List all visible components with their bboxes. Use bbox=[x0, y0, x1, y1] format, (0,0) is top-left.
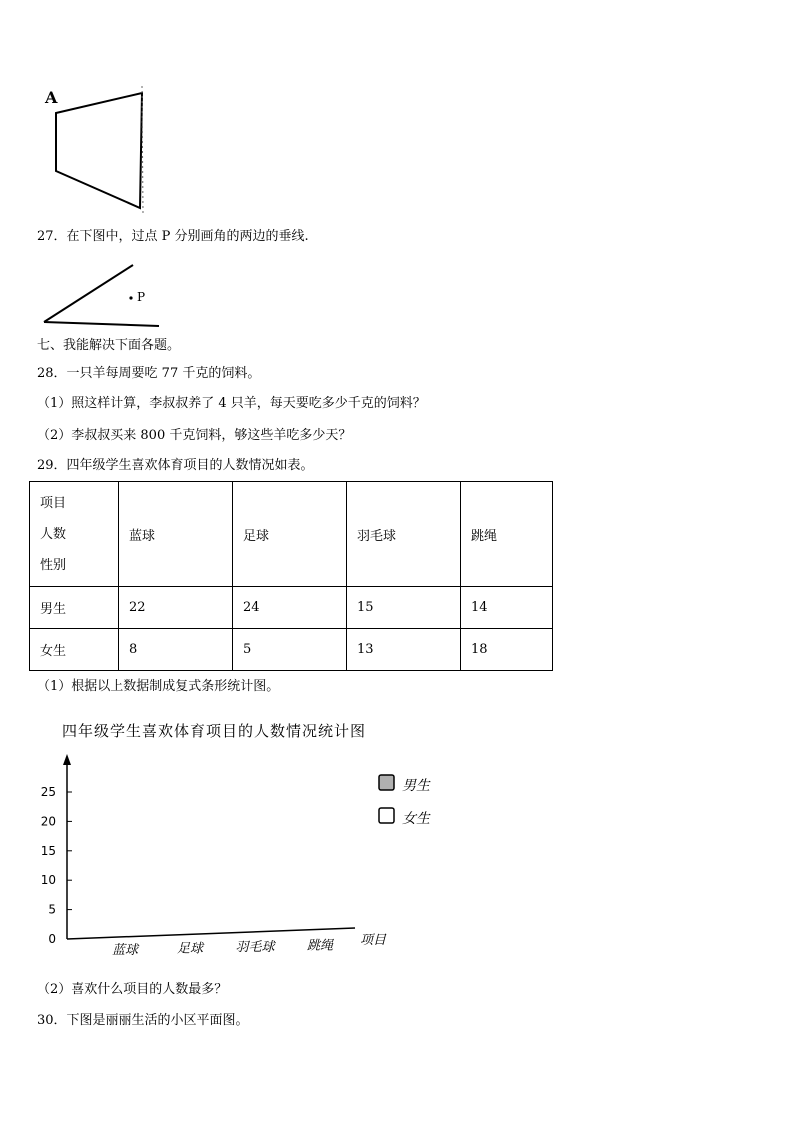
y-axis-arrow bbox=[63, 754, 71, 765]
legend-label-boys: 男生 bbox=[402, 778, 430, 794]
column-header-jump-rope: 跳绳 bbox=[461, 482, 553, 587]
table-cell: 15 bbox=[347, 587, 461, 629]
section-7-heading: 七、我能解决下面各题。 bbox=[37, 338, 181, 353]
table-cell: 22 bbox=[119, 587, 233, 629]
y-tick-label: 10 bbox=[40, 873, 56, 888]
row-label-boys: 男生 bbox=[30, 587, 119, 629]
question-29: 29．四年级学生喜欢体育项目的人数情况如表。 bbox=[37, 458, 314, 473]
table-cell: 18 bbox=[461, 629, 553, 671]
row-label-girls: 女生 bbox=[30, 629, 119, 671]
y-tick-label: 15 bbox=[40, 843, 56, 858]
question-30: 30．下图是丽丽生活的小区平面图。 bbox=[37, 1013, 249, 1028]
x-axis bbox=[67, 928, 355, 939]
legend-swatch-boys bbox=[379, 775, 394, 790]
column-header-football: 足球 bbox=[233, 482, 347, 587]
x-category-label: 蓝球 bbox=[111, 943, 139, 958]
header-line-item: 项目 bbox=[40, 495, 67, 511]
x-category-label: 足球 bbox=[176, 941, 204, 957]
column-header-badminton: 羽毛球 bbox=[347, 482, 461, 587]
x-axis-label: 项目 bbox=[360, 933, 387, 948]
y-tick-label: 25 bbox=[40, 785, 56, 799]
x-category-label: 羽毛球 bbox=[235, 940, 275, 955]
y-tick-label: 0 bbox=[48, 932, 56, 946]
table-cell: 8 bbox=[119, 629, 233, 671]
header-line-gender: 性别 bbox=[40, 557, 67, 573]
question-28-part-2: （2）李叔叔买来 800 千克饲料，够这些羊吃多少天？ bbox=[37, 428, 352, 443]
question-28-part-1: （1）照这样计算，李叔叔养了 4 只羊，每天要吃多少千克的饲料？ bbox=[37, 396, 426, 411]
figure-a-label: A bbox=[45, 88, 58, 107]
table-cell: 24 bbox=[233, 587, 347, 629]
legend-swatch-girls bbox=[379, 808, 394, 823]
legend-label-girls: 女生 bbox=[402, 811, 430, 827]
table-cell: 14 bbox=[461, 587, 553, 629]
question-28: 28．一只羊每周要吃 77 千克的饲料。 bbox=[37, 366, 261, 381]
chart-title: 四年级学生喜欢体育项目的人数情况统计图 bbox=[62, 722, 367, 740]
header-line-count: 人数 bbox=[40, 526, 67, 542]
question-29-part-1: （1）根据以上数据制成复式条形统计图。 bbox=[37, 679, 280, 694]
point-p-label: P bbox=[137, 290, 146, 304]
column-header-basketball: 蓝球 bbox=[119, 482, 233, 587]
question-27: 27．在下图中，过点 P 分别画角的两边的垂线. bbox=[37, 229, 309, 244]
question-29-part-2: （2）喜欢什么项目的人数最多？ bbox=[37, 982, 228, 997]
table-cell: 13 bbox=[347, 629, 461, 671]
y-tick-label: 20 bbox=[40, 814, 56, 829]
table-cell: 5 bbox=[233, 629, 347, 671]
x-category-label: 跳绳 bbox=[306, 938, 334, 954]
y-tick-label: 5 bbox=[48, 902, 56, 917]
